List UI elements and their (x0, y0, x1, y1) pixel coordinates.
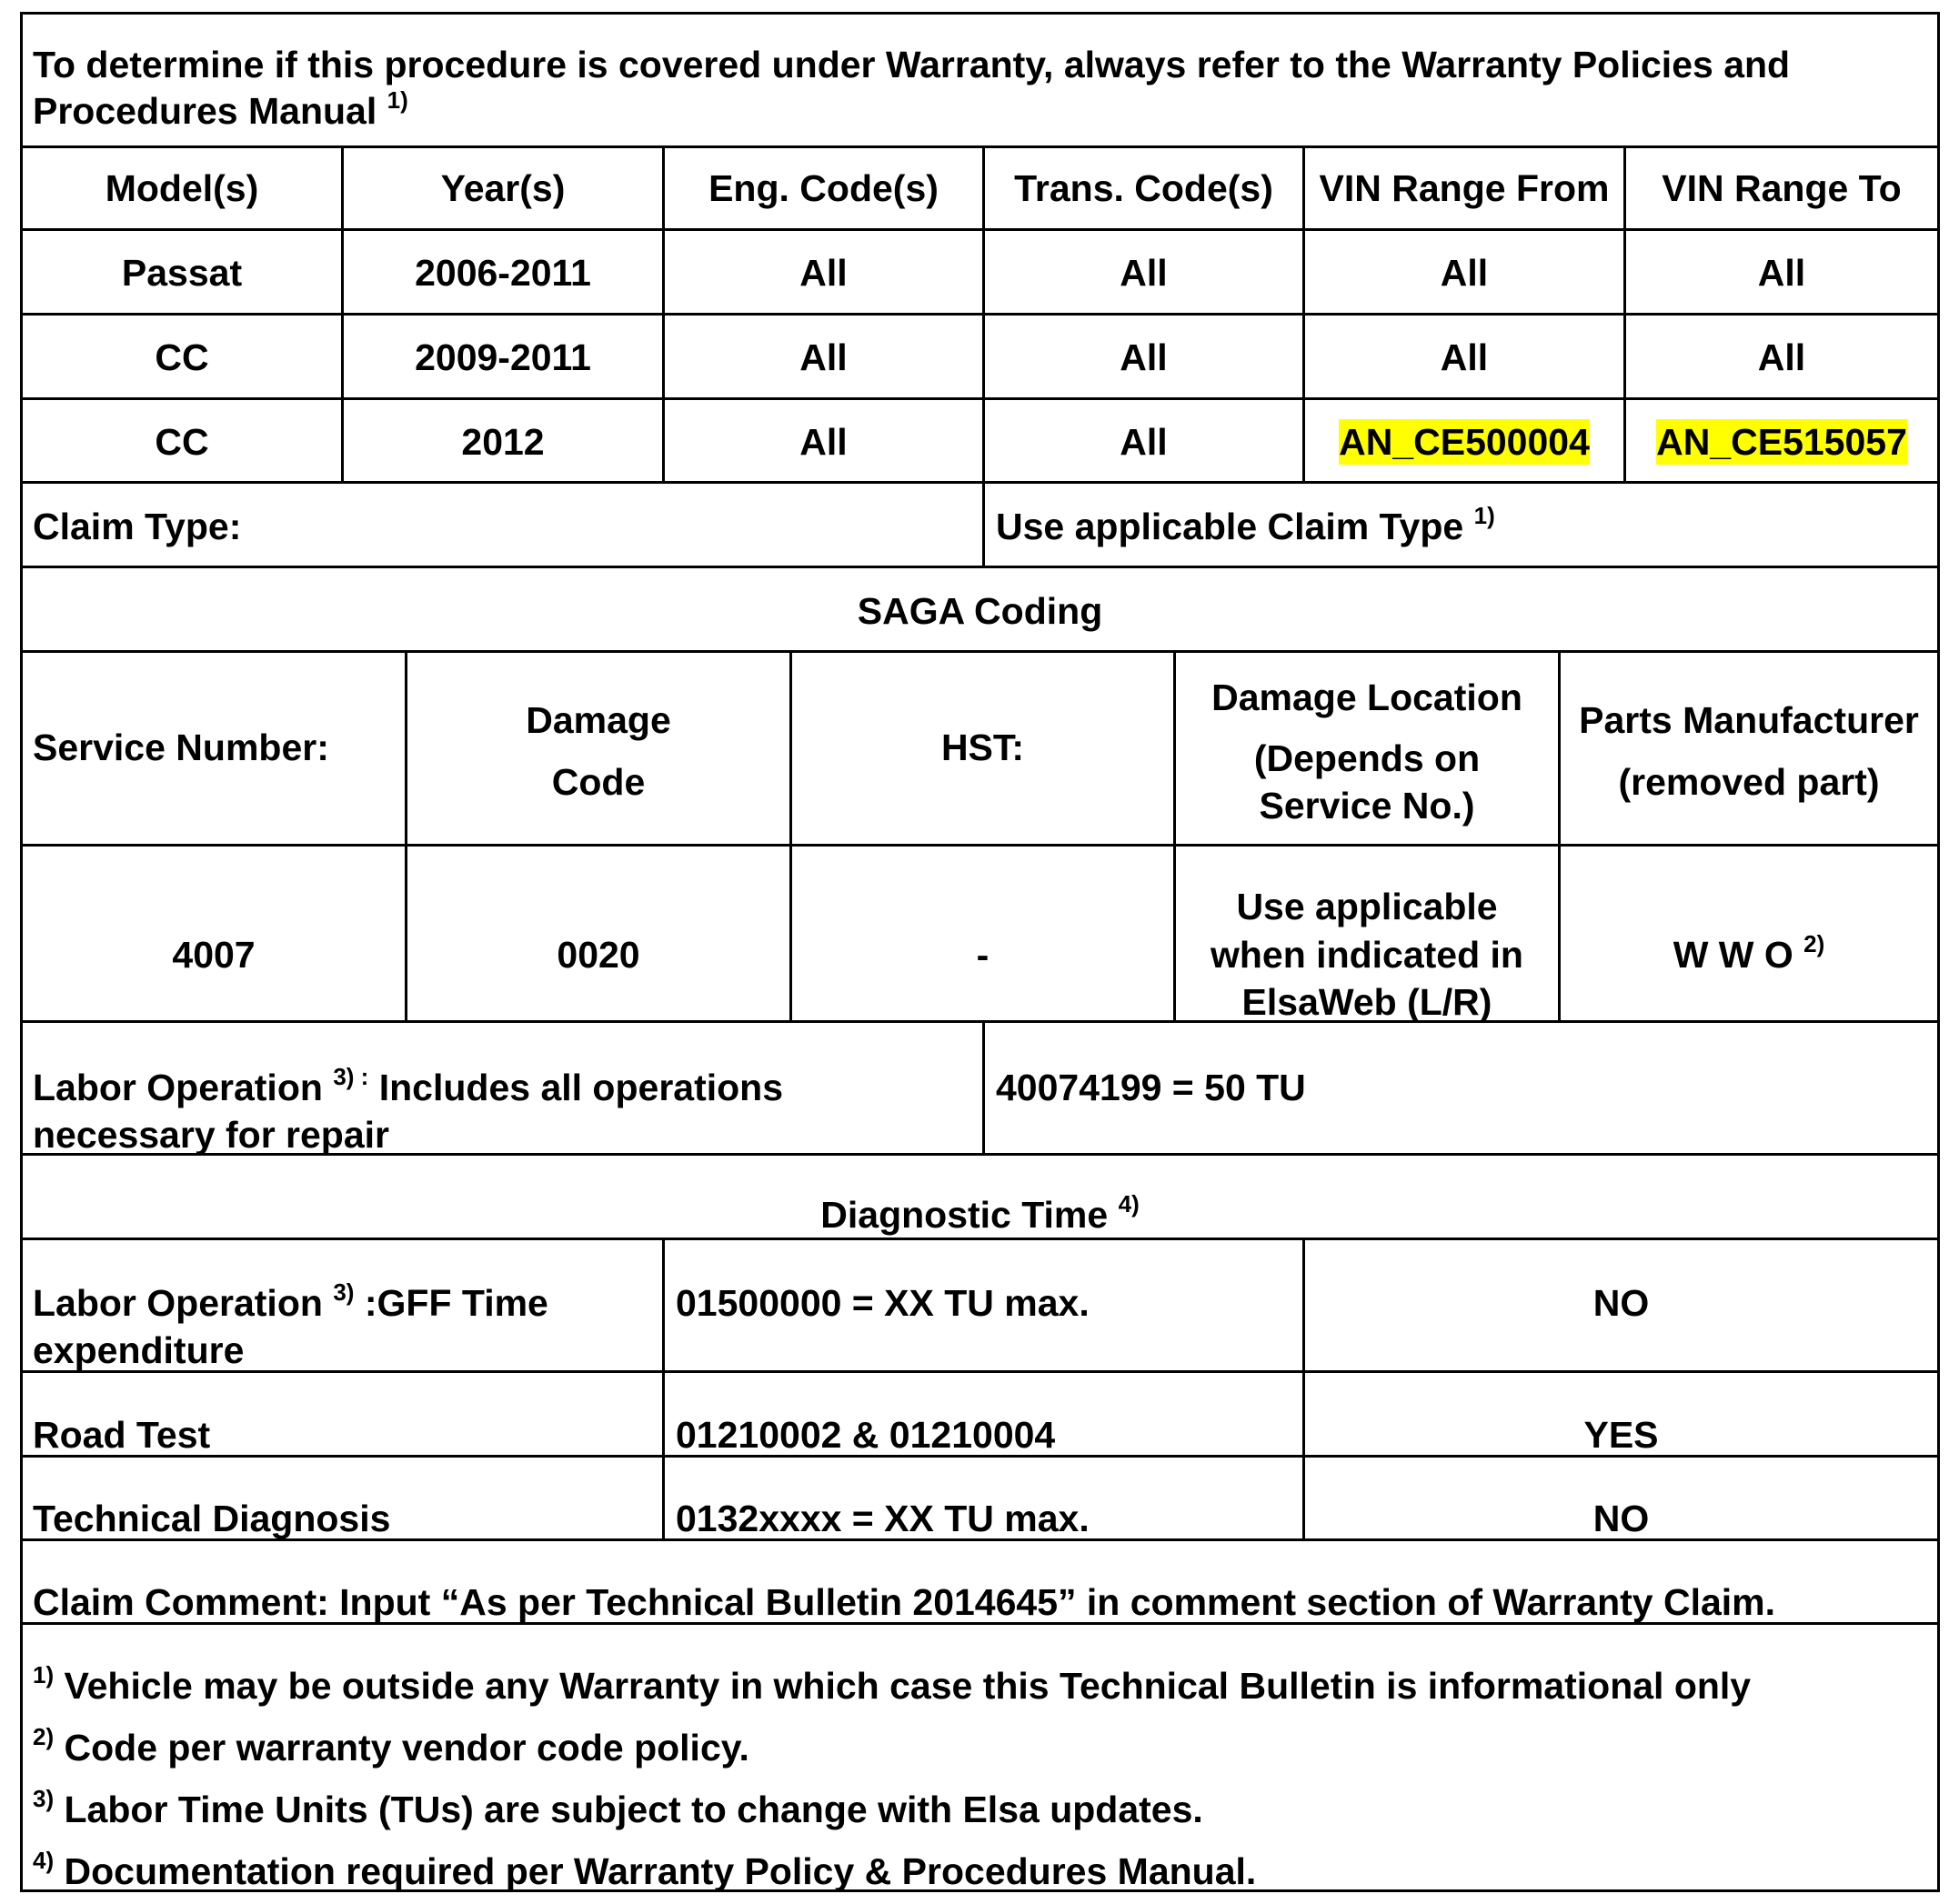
vin-to-cell (1626, 418, 1937, 466)
diagnostic-time-title (23, 1191, 1937, 1243)
gff-label-a: Labor Operation (33, 1282, 323, 1324)
footnote-text: Documentation required per Warranty Policy & Procedures Manual. (54, 1850, 1257, 1892)
table-cell: 2006-2011 (415, 252, 591, 294)
row-divider (23, 1020, 1937, 1023)
hst-label: HST: (940, 727, 1025, 768)
footnote-text: Vehicle may be outside any Warranty in which case this Technical Bulletin is informational only (54, 1665, 1752, 1707)
highlighted-vin: AN_CE500004 (1339, 421, 1590, 463)
gff-label (33, 1279, 548, 1331)
row-divider (23, 313, 1937, 316)
table-cell: All (799, 336, 848, 378)
table-cell: 2012 (461, 421, 545, 463)
claim-type-value (996, 503, 1495, 555)
damage-code-value: 0020 (557, 934, 640, 976)
table-cell: All (799, 421, 848, 463)
table-cell: CC (155, 421, 209, 463)
row-divider (23, 566, 1937, 568)
technical-diagnosis-flag: NO (1592, 1498, 1650, 1539)
footnote-ref: 1) (387, 86, 408, 114)
parts-manufacturer-value (1561, 931, 1937, 983)
table-cell: All (1120, 421, 1168, 463)
row-divider (23, 228, 1937, 231)
parts-manufacturer-code: W W O (1673, 934, 1793, 976)
parts-manufacturer-label: Parts Manufacturer (1579, 699, 1919, 741)
claim-type-label: Claim Type: (33, 506, 242, 547)
row-divider (23, 844, 1937, 847)
gff-label-b: :GFF Time (364, 1282, 548, 1324)
footnote-ref: 4) (1118, 1190, 1140, 1218)
table-cell: 2009-2011 (415, 336, 591, 378)
table-cell: All (799, 252, 848, 294)
footnote-mark: 4) (33, 1847, 55, 1874)
labor-operation-label (33, 1064, 783, 1116)
row-divider (23, 397, 1937, 400)
column-header-eng-code: Eng. Code(s) (708, 167, 939, 209)
column-divider (982, 1020, 985, 1156)
header-line-1: To determine if this procedure is covered under Warranty, always refer to the Warranty Policies and (33, 44, 1791, 85)
damage-location-label: Service No.) (1259, 785, 1475, 827)
road-test-value: 01210002 & 01210004 (676, 1414, 1056, 1456)
damage-code-label: Damage (526, 699, 671, 741)
column-header-trans-code: Trans. Code(s) (1014, 167, 1273, 209)
claim-comment: Claim Comment: Input “As per Technical Bulletin 2014645” in comment section of Warranty Claim. (33, 1581, 1776, 1623)
damage-location-value: ElsaWeb (L/R) (1241, 981, 1492, 1023)
vin-from-cell (1305, 418, 1623, 466)
parts-manufacturer-label: (removed part) (1618, 761, 1880, 803)
technical-diagnosis-label: Technical Diagnosis (33, 1498, 391, 1539)
saga-title: SAGA Coding (857, 590, 1103, 632)
service-number-value: 4007 (172, 934, 256, 976)
hst-value: - (976, 934, 990, 976)
row-divider (23, 145, 1937, 148)
table-cell: Passat (121, 252, 243, 294)
footnote (33, 1786, 1203, 1838)
footnote-ref: 2) (1803, 930, 1825, 957)
header-text (33, 87, 408, 139)
footnote-ref: 3) : (333, 1063, 369, 1090)
gff-flag: NO (1592, 1282, 1650, 1324)
damage-location-label: (Depends on (1253, 737, 1481, 779)
table-cell: All (1440, 336, 1489, 378)
damage-location-value: when indicated in (1211, 934, 1523, 976)
warranty-table (20, 12, 1940, 1892)
labor-operation-label-b: Includes all operations (378, 1067, 784, 1108)
footnote (33, 1724, 749, 1776)
labor-operation-label-a: Labor Operation (33, 1067, 323, 1108)
column-header-vin-from: VIN Range From (1319, 167, 1610, 209)
footnote-ref: 3) (333, 1278, 355, 1306)
column-header-model: Model(s) (105, 167, 259, 209)
column-header-year: Year(s) (440, 167, 566, 209)
column-header-vin-to: VIN Range To (1662, 167, 1902, 209)
footnote-mark: 3) (33, 1785, 55, 1812)
table-cell: All (1440, 252, 1489, 294)
highlighted-vin: AN_CE515057 (1656, 421, 1907, 463)
column-divider (662, 1238, 665, 1541)
footnote (33, 1662, 1751, 1714)
gff-value: 01500000 = XX TU max. (676, 1282, 1090, 1324)
row-divider (23, 481, 1937, 484)
table-cell: All (1757, 252, 1806, 294)
damage-code-label: Code (551, 761, 646, 803)
row-divider (23, 1370, 1937, 1373)
damage-location-label: Damage Location (1211, 676, 1522, 718)
table-cell: All (1120, 252, 1168, 294)
diagnostic-time-text: Diagnostic Time (820, 1194, 1109, 1236)
table-cell: All (1120, 336, 1168, 378)
footnote-mark: 2) (33, 1723, 55, 1750)
header-text (33, 41, 1790, 88)
footnote-mark: 1) (33, 1661, 55, 1689)
table-cell: CC (155, 336, 209, 378)
gff-label: expenditure (33, 1329, 245, 1371)
technical-diagnosis-value: 0132xxxx = XX TU max. (676, 1498, 1090, 1539)
footnote-text: Code per warranty vendor code policy. (54, 1727, 749, 1769)
service-number-label: Service Number: (33, 727, 329, 768)
row-divider (23, 650, 1937, 653)
road-test-label: Road Test (33, 1414, 211, 1456)
footnote-ref: 1) (1473, 502, 1495, 529)
table-cell: All (1757, 336, 1806, 378)
labor-operation-label: necessary for repair (33, 1114, 390, 1156)
footnote (33, 1848, 1256, 1899)
labor-operation-value: 40074199 = 50 TU (996, 1067, 1306, 1108)
header-line-2: Procedures Manual (33, 90, 377, 132)
damage-location-value: Use applicable (1236, 886, 1498, 927)
footnote-text: Labor Time Units (TUs) are subject to change with Elsa updates. (54, 1789, 1203, 1830)
claim-type-text: Use applicable Claim Type (996, 506, 1464, 547)
road-test-flag: YES (1583, 1414, 1659, 1456)
